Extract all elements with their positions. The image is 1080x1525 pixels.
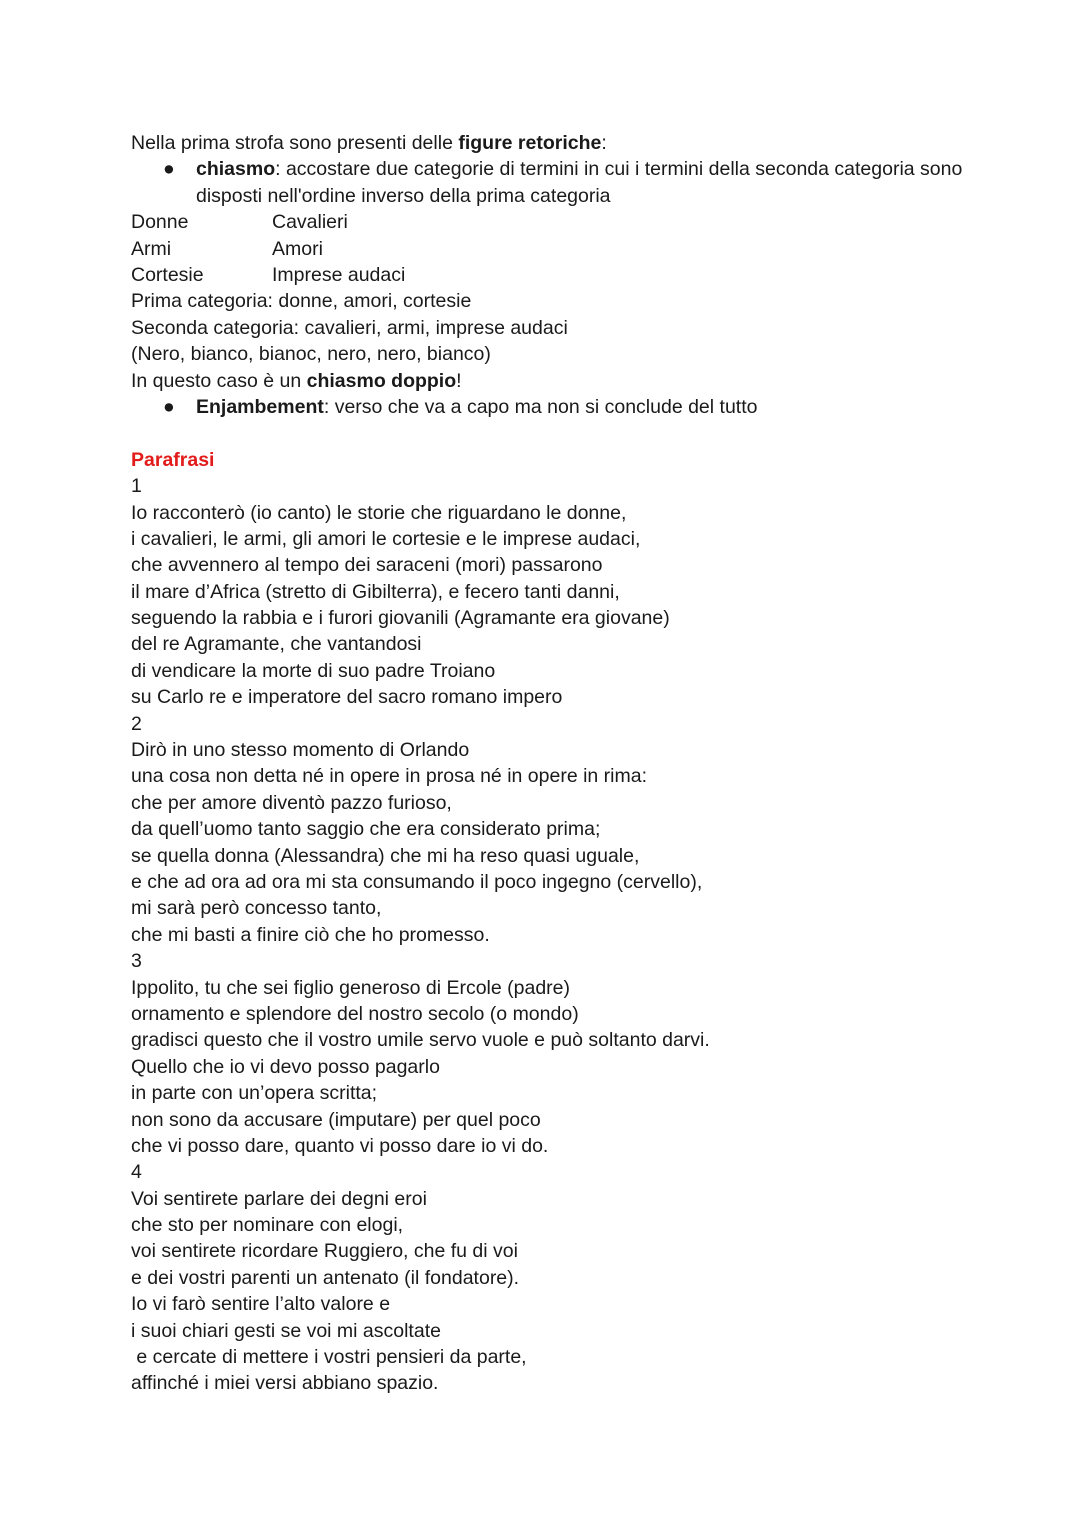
stanza-line: Io racconterò (io canto) le storie che riguardano le donne, [131,501,627,524]
stanza-line: e dei vostri parenti un antenato (il fondatore). [131,1266,520,1289]
stanza-line: voi sentirete ricordare Ruggiero, che fu di voi [131,1240,518,1263]
pair-row: Armi Amori [131,237,323,260]
stanza-line: da quell’uomo tanto saggio che era considerato prima; [131,818,601,841]
stanza-line: una cosa non detta né in opere in prosa né in opere in rima: [131,765,648,788]
stanza-line: Voi sentirete parlare dei degni eroi [131,1187,427,1210]
stanza-line: se quella donna (Alessandra) che mi ha reso quasi uguale, [131,844,640,867]
stanza-line: mi sarà però concesso tanto, [131,897,382,920]
stanza-line: Io vi farò sentire l’alto valore e [131,1293,391,1316]
stanza-line: che avvennero al tempo dei saraceni (mori) passarono [131,554,603,577]
stanza-number: 1 [131,475,142,498]
stanza-number: 4 [131,1161,142,1184]
stanza-line: seguendo la rabbia e i furori giovanili (Agramante era giovane) [131,607,670,630]
pair-row: Cortesie Imprese audaci [131,263,406,286]
text-line: Prima categoria: donne, amori, cortesie [131,290,472,313]
chiasmo-term: chiasmo [196,158,276,181]
spacer [131,420,991,446]
text-line: Seconda categoria: cavalieri, armi, imprese audaci [131,316,568,339]
bullet-icon: ● [163,395,175,418]
stanza-line: i suoi chiari gesti se voi mi ascoltate [131,1319,441,1342]
stanza-line: in parte con un’opera scritta; [131,1082,378,1105]
stanza-line: che sto per nominare con elogi, [131,1214,404,1237]
stanza-line: Ippolito, tu che sei figlio generoso di Ercole (padre) [131,976,570,999]
stanza-line: il mare d’Africa (stretto di Gibilterra), e fecero tanti danni, [131,580,620,603]
stanza-line: non sono da accusare (imputare) per quel poco [131,1108,541,1131]
stanza-line: affinché i miei versi abbiano spazio. [131,1372,439,1395]
bullet-chiasmo [131,156,991,209]
text-line: (Nero, bianco, bianoc, nero, nero, bianco) [131,343,491,366]
bullet-icon: ● [163,158,175,181]
stanza-line: e che ad ora ad ora mi sta consumando il poco ingegno (cervello), [131,870,703,893]
intro-line: Nella prima strofa sono presenti delle figure retoriche: [131,132,607,154]
stanza-line: ornamento e splendore del nostro secolo (o mondo) [131,1002,579,1025]
stanza-line: che mi basti a finire ciò che ho promesso. [131,923,490,946]
stanza-line: e cercate di mettere i vostri pensieri da parte, [131,1346,527,1369]
enjambement-definition: : verso che va a capo ma non si conclude del tutto [323,395,758,418]
stanza-line: che per amore diventò pazzo furioso, [131,791,452,814]
stanza-line: su Carlo re e imperatore del sacro romano impero [131,686,563,709]
stanza-line: gradisci questo che il vostro umile servo vuole e può soltanto darvi. [131,1029,710,1052]
stanza-line: i cavalieri, le armi, gli amori le cortesie e le imprese audaci, [131,527,641,550]
stanza-number: 2 [131,712,142,735]
document-page [131,130,991,1397]
stanza-line: che vi posso dare, quanto vi posso dare io vi do. [131,1134,549,1157]
enjambement-term: Enjambement [196,395,324,418]
stanza-line: di vendicare la morte di suo padre Troiano [131,659,496,682]
bullet-enjambement [131,394,991,420]
chiasmo-definition: : accostare due categorie di termini in cui i termini della seconda categoria sono disposti nell'ordine inverso della prima categoria [196,158,963,207]
chiasmo-doppio-line: In questo caso è un chiasmo doppio! [131,369,462,392]
intro-bold: figure retoriche [458,132,602,154]
stanza-line: Dirò in uno stesso momento di Orlando [131,739,470,762]
stanza-line: del re Agramante, che vantandosi [131,633,422,656]
stanza-line: Quello che io vi devo posso pagarlo [131,1055,440,1078]
parafrasi-heading: Parafrasi [131,448,215,471]
pair-row: Donne Cavalieri [131,211,348,234]
stanza-number: 3 [131,950,142,973]
